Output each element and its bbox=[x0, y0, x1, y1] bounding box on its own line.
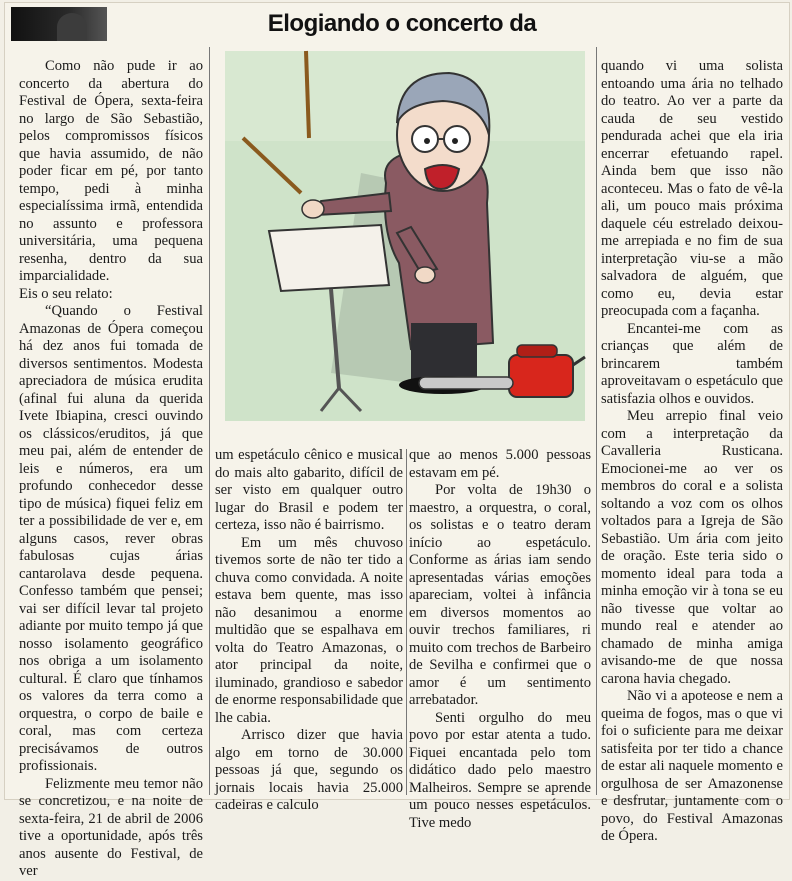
column-rule bbox=[596, 47, 597, 795]
hand-icon bbox=[302, 200, 324, 218]
article-paragraph: Senti orgulho do meu povo por estar atenta a tudo. Fiquei encantada pelo tom didático dado pelo maestro Malheiros. Sempre se aprende um pouco nesses espetáculos. Tive medo bbox=[409, 709, 591, 831]
article-paragraph: Meu arrepio final veio com a interpretação da Cavalleria Rusticana. Emocionei-me ao ver os membros do coral e a solista soltando a voz com os olhos voltados para a Igreja de São Sebastião. Um ária com jeito de oração. Este teria sido o momento ideal para toda a minha emoção vir à tona se eu não tivesse que voltar ao mundo real e atender ao chamado de minha amiga avisando-me de que nossa carona havia chegado. bbox=[601, 408, 783, 687]
article-paragraph: Por volta de 19h30 o maestro, a orquestra, o coral, os solistas e o teatro deram início ao espetáculo. Conforme as árias iam sendo apresentadas várias emoções apareciam, voltei à infância em diversos momentos ao ouvir trechos familiares, ri muito com trechos de Barbeiro de Sevilha e confirmei que o amor é um sentimento arrebatador. bbox=[409, 482, 591, 708]
music-stand-icon bbox=[269, 225, 389, 291]
article-paragraph: Eis o seu relato: bbox=[19, 285, 113, 302]
article-paragraph: Como não pude ir ao concerto da abertura do Festival de Ópera, sexta-feira no largo de São Sebastião, pelos compromissos físicos que havia assumido, de não poder ficar em pé, por tanto tempo, pedi à minha especialíssima irmã, entendida no assunto e professora universitária, uma pequena resenha, dentro da sua imparcialidade. bbox=[19, 58, 203, 284]
article-paragraph: “Quando o Festival Amazonas de Ópera começou há dez anos fui tomada de diversos sentimentos. Modesta apreciadora de música erudita (afinal fui aluna da querida Ivete Ibiapina, cresci ouvindo os clássicos/eruditos, já que meu pai, além de entender de leis e números, era um profundo conhecedor desse tipo de música) fiquei feliz em ter a possibilidade de ver e, em alguns casos, rever obras fabulosas cujas árias cantarolava desde pequena. Confesso também que pensei; vai ser difícil levar tal projeto adiante por muito tempo já que nosso isolamento geográfico nos obriga a um isolamento cultural. É claro que tínhamos os valores da terra como a orquestra, o corpo de baile e coral, mas com certeza precisávamos de outros profissionais. bbox=[19, 303, 203, 774]
article-paragraph: um espetáculo cênico e musical do mais alto gabarito, difícil de ser visto em qualquer outro lugar do Brasil e podem ter certeza, isso não é bairrismo. bbox=[215, 447, 403, 533]
corner-photo bbox=[11, 7, 107, 41]
article-paragraph: Arrisco dizer que havia algo em torno de 30.000 pessoas já que, segundo os jornais locais havia 25.000 cadeiras e calculo bbox=[215, 727, 403, 813]
conductor-illustration bbox=[211, 43, 593, 441]
article-column-3 bbox=[409, 447, 591, 832]
column-rule bbox=[209, 47, 210, 795]
chainsaw-icon bbox=[509, 355, 573, 397]
article-paragraph: Não vi a apoteose e nem a queima de fogos, mas o que vi foi o suficiente para me deixar satisfeita por ter tido a chance de estar ali naquele momento e orgulhosa de ser Amazonense e desfrutar, juntamente com o povo, do Festival Amazonas de Ópera. bbox=[601, 688, 783, 844]
conductor-legs bbox=[411, 323, 477, 383]
article-column-1 bbox=[19, 58, 203, 881]
hand-icon bbox=[415, 267, 435, 283]
bleed-through-heading bbox=[565, 7, 785, 47]
article-paragraph: que ao menos 5.000 pessoas estavam em pé. bbox=[409, 447, 591, 481]
conductor-caricature bbox=[211, 43, 593, 441]
chainsaw-blade bbox=[419, 377, 513, 389]
article-paragraph: quando vi uma solista entoando uma ária no telhado do teatro. Ao ver a parte da cauda de seu vestido pendurada achei que ela iria encerrar efetuando rapel. Ainda bem que isso não aconteceu. Mas o fato de vê-la ali, um pouco mais próxima daquele céu estrelado deixou-me arrepiada e no fim de sua interpretação viu-se a mão salvadora de alguém, que como eu, devia estar preocupada com a façanha. bbox=[601, 58, 783, 319]
article-headline: Elogiando o concerto da bbox=[267, 10, 537, 37]
column-rule bbox=[406, 449, 407, 795]
article-column-2 bbox=[215, 447, 403, 815]
article-paragraph: Felizmente meu temor não se concretizou, e na noite de sexta-feira, 21 de abril de 2006 tive a oportunidade, após três anos ausente do Festival, de ver bbox=[19, 775, 203, 879]
newspaper-clipping bbox=[4, 2, 790, 879]
article-paragraph: Em um mês chuvoso tivemos sorte de não ter tido a chuva como convidada. A noite estava bem quente, mas isso não desanimou a enorme multidão que se espalhava em volta do Teatro Amazonas, o ator principal da noite, iluminado, grandioso e sabedor de enorme responsabilidade que lhe cabia. bbox=[215, 534, 403, 726]
article-column-4 bbox=[601, 58, 783, 846]
article-paragraph: Encantei-me com as crianças que além de brincarem também aproveitavam o espetáculo que satisfazia olhos e ouvidos. bbox=[601, 320, 783, 407]
